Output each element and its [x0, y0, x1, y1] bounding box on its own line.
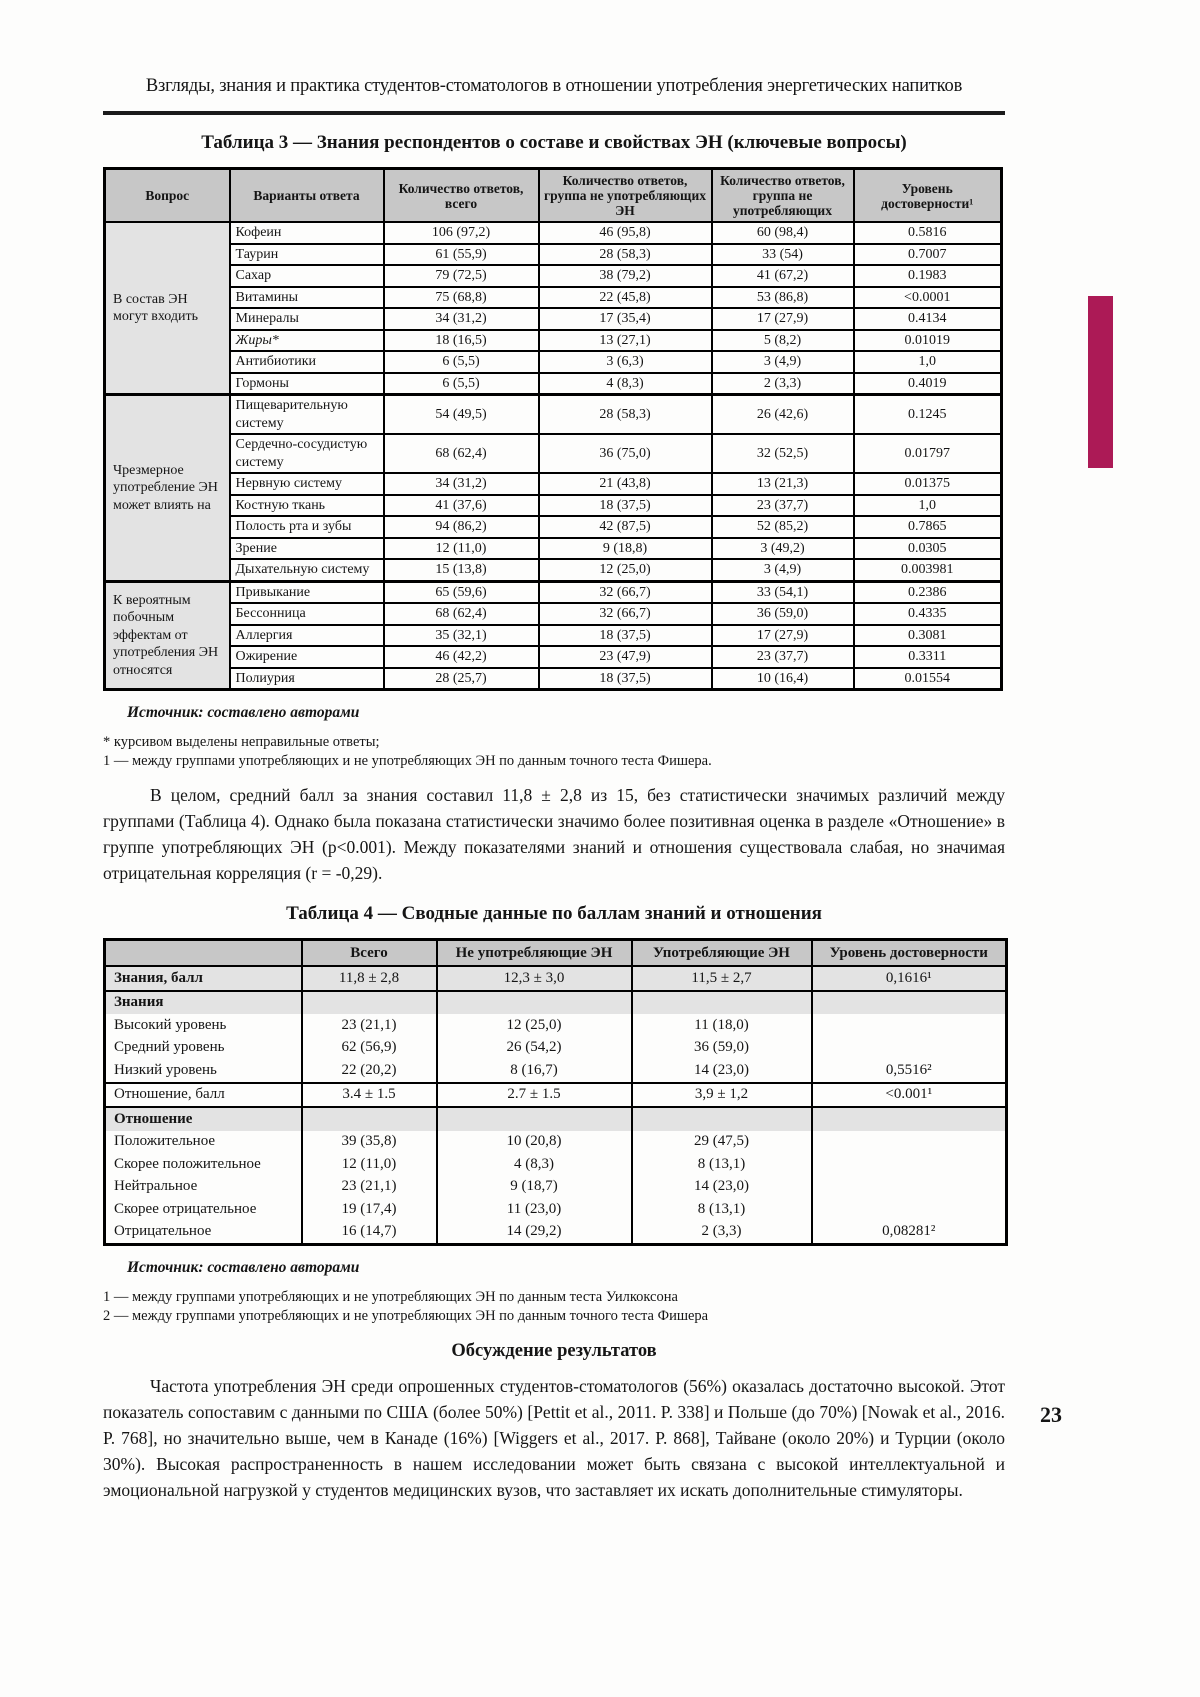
table3-total-cell: 75 (68,8): [384, 287, 539, 309]
table3-answer-cell: Нервную систему: [230, 473, 384, 495]
table4-label-cell: Скорее положительное: [105, 1153, 302, 1176]
table3-answer-cell: Ожирение: [230, 646, 384, 668]
table4-header-nonusers: Не употребляющие ЭН: [437, 940, 632, 967]
table3-nonusers-cell: 42 (87,5): [539, 516, 712, 538]
table3-row: [105, 308, 1002, 330]
table4-value-cell: [437, 1107, 632, 1131]
table4-label-cell: Средний уровень: [105, 1037, 302, 1060]
table3-answer-cell: Антибиотики: [230, 351, 384, 373]
table3-header-row: [105, 169, 1002, 223]
table3-users-cell: 17 (27,9): [712, 308, 854, 330]
table4-value-cell: 36 (59,0): [632, 1037, 812, 1060]
table3-nonusers-cell: 12 (25,0): [539, 559, 712, 581]
table4-value-cell: [812, 1014, 1007, 1037]
table3-answer-cell: Зрение: [230, 538, 384, 560]
table4-label-cell: Низкий уровень: [105, 1059, 302, 1083]
table3-nonusers-cell: 18 (37,5): [539, 495, 712, 517]
table3-pvalue-cell: 0.4335: [854, 603, 1002, 625]
table3-question-cell: Чрезмерное употребление ЭН может влиять на: [105, 395, 230, 582]
table4-value-cell: [812, 1153, 1007, 1176]
table3-total-cell: 12 (11,0): [384, 538, 539, 560]
table4-value-cell: 9 (18,7): [437, 1176, 632, 1199]
table4-value-cell: 39 (35,8): [302, 1131, 437, 1154]
table4-title: Таблица 4 — Сводные данные по баллам знаний и отношения: [286, 903, 822, 924]
table3-users-cell: 33 (54): [712, 244, 854, 266]
table4-row: [105, 1153, 1007, 1176]
table4-value-cell: [632, 991, 812, 1015]
table3-pvalue-cell: 1,0: [854, 351, 1002, 373]
table3-pvalue-cell: 0.01797: [854, 434, 1002, 473]
table3-total-cell: 28 (25,7): [384, 668, 539, 690]
footnote: 1 — между группами употребляющих и не употребляющих ЭН по данным точного теста Фишера.: [103, 753, 712, 769]
page-content: [103, 0, 1005, 1503]
table3-pvalue-cell: <0.0001: [854, 287, 1002, 309]
table4-value-cell: 0,1616¹: [812, 966, 1007, 991]
table4-value-cell: 14 (29,2): [437, 1221, 632, 1245]
table4-value-cell: 8 (13,1): [632, 1153, 812, 1176]
table3-total-cell: 94 (86,2): [384, 516, 539, 538]
table3-users-cell: 26 (42,6): [712, 395, 854, 435]
table3-users-cell: 41 (67,2): [712, 265, 854, 287]
table3-pvalue-cell: 0.01554: [854, 668, 1002, 690]
table3-total-cell: 46 (42,2): [384, 646, 539, 668]
table3-row: [105, 330, 1002, 352]
table3-row: [105, 625, 1002, 647]
table3-row: [105, 434, 1002, 473]
table4-label-cell: Знания: [105, 991, 302, 1015]
table3-users-cell: 32 (52,5): [712, 434, 854, 473]
table4-value-cell: [812, 1107, 1007, 1131]
table4-label-cell: Высокий уровень: [105, 1014, 302, 1037]
table3-header-nonusers: Количество ответов, группа не употребляющих ЭН: [539, 169, 712, 223]
table4-header-pvalue: Уровень достоверности: [812, 940, 1007, 967]
source-note: Источник: составлено авторами: [127, 704, 360, 721]
table3-pvalue-cell: 0.4134: [854, 308, 1002, 330]
table4-section-row: [105, 991, 1007, 1015]
table3-header-total: Количество ответов, всего: [384, 169, 539, 223]
table3-answer-cell: Бессонница: [230, 603, 384, 625]
table3-pvalue-cell: 0.1245: [854, 395, 1002, 435]
table4-value-cell: 10 (20,8): [437, 1131, 632, 1154]
table3-row: [105, 559, 1002, 581]
table4-section-row: [105, 1107, 1007, 1131]
table3-users-cell: 2 (3,3): [712, 373, 854, 395]
page-number: 23: [1040, 1402, 1062, 1427]
table3-header-question: Вопрос: [105, 169, 230, 223]
table3-nonusers-cell: 4 (8,3): [539, 373, 712, 395]
table3-total-cell: 79 (72,5): [384, 265, 539, 287]
table3-nonusers-cell: 3 (6,3): [539, 351, 712, 373]
table4-row: [105, 1059, 1007, 1083]
table3: [103, 167, 1003, 691]
footnote: * курсивом выделены неправильные ответы;: [103, 734, 380, 750]
table3-nonusers-cell: 21 (43,8): [539, 473, 712, 495]
table3-nonusers-cell: 18 (37,5): [539, 625, 712, 647]
table3-total-cell: 61 (55,9): [384, 244, 539, 266]
table3-row: [105, 581, 1002, 603]
table3-answer-cell: Кофеин: [230, 222, 384, 244]
table4-value-cell: 62 (56,9): [302, 1037, 437, 1060]
table3-users-cell: 53 (86,8): [712, 287, 854, 309]
body-paragraph: В целом, средний балл за знания составил 11,8 ± 2,8 из 15, без статистически значимых различий между группами (Таблица 4). Однако была показана статистически значимо более позитивная оценка в разделе «Отношение» в группе употребляющих ЭН (p<0.001). Между показателями знаний и отношения существовала слабая, но значимая отрицательная корреляция (r = -0,29).: [103, 785, 1005, 883]
table3-nonusers-cell: 23 (47,9): [539, 646, 712, 668]
table4-value-cell: 26 (54,2): [437, 1037, 632, 1060]
table3-total-cell: 54 (49,5): [384, 395, 539, 435]
discussion-heading: Обсуждение результатов: [451, 1341, 657, 1361]
table4-value-cell: [812, 1037, 1007, 1060]
table3-total-cell: 34 (31,2): [384, 308, 539, 330]
table3-pvalue-cell: 0.7007: [854, 244, 1002, 266]
table4-value-cell: 12 (25,0): [437, 1014, 632, 1037]
table4-value-cell: [812, 991, 1007, 1015]
table3-answer-cell: Таурин: [230, 244, 384, 266]
table4-value-cell: 14 (23,0): [632, 1176, 812, 1199]
table3-nonusers-cell: 36 (75,0): [539, 434, 712, 473]
table3-answer-cell: Костную ткань: [230, 495, 384, 517]
table3-title: Таблица 3 — Знания респондентов о составе и свойствах ЭН (ключевые вопросы): [201, 132, 907, 153]
table3-pvalue-cell: 0.01019: [854, 330, 1002, 352]
table4-value-cell: 11,8 ± 2,8: [302, 966, 437, 991]
table3-nonusers-cell: 28 (58,3): [539, 244, 712, 266]
table4-row: [105, 1221, 1007, 1245]
table3-pvalue-cell: 0.01375: [854, 473, 1002, 495]
table3-pvalue-cell: 0.003981: [854, 559, 1002, 581]
table3-answer-cell: Привыкание: [230, 581, 384, 603]
table4-value-cell: 12,3 ± 3,0: [437, 966, 632, 991]
table3-row: [105, 395, 1002, 435]
table3-row: [105, 516, 1002, 538]
table3-users-cell: 33 (54,1): [712, 581, 854, 603]
table4-header-row: [105, 940, 1007, 967]
footnote: 2 — между группами употребляющих и не употребляющих ЭН по данным точного теста Фишера: [103, 1308, 709, 1324]
table3-row: [105, 351, 1002, 373]
table3-answer-cell: Дыхательную систему: [230, 559, 384, 581]
table4-value-cell: 0,5516²: [812, 1059, 1007, 1083]
footnote: 1 — между группами употребляющих и не употребляющих ЭН по данным теста Уилкоксона: [103, 1289, 678, 1305]
table4: [103, 938, 1008, 1246]
table3-answer-cell: Полость рта и зубы: [230, 516, 384, 538]
table3-answer-cell: Пищеварительную систему: [230, 395, 384, 435]
table4-row: [105, 966, 1007, 991]
table3-row: [105, 473, 1002, 495]
table3-header-answer: Варианты ответа: [230, 169, 384, 223]
table3-answer-cell: Витамины: [230, 287, 384, 309]
table3-row: [105, 538, 1002, 560]
table4-value-cell: [632, 1107, 812, 1131]
table3-nonusers-cell: 18 (37,5): [539, 668, 712, 690]
table3-row: [105, 646, 1002, 668]
table3-users-cell: 23 (37,7): [712, 495, 854, 517]
table3-users-cell: 3 (4,9): [712, 351, 854, 373]
table3-nonusers-cell: 13 (27,1): [539, 330, 712, 352]
table4-label-cell: Знания, балл: [105, 966, 302, 991]
table3-total-cell: 6 (5,5): [384, 373, 539, 395]
table4-value-cell: 8 (16,7): [437, 1059, 632, 1083]
table3-total-cell: 35 (32,1): [384, 625, 539, 647]
table3-nonusers-cell: 9 (18,8): [539, 538, 712, 560]
table3-users-cell: 52 (85,2): [712, 516, 854, 538]
table4-row: [105, 1083, 1007, 1108]
table3-answer-cell: Полиурия: [230, 668, 384, 690]
table4-value-cell: [302, 991, 437, 1015]
table3-users-cell: 60 (98,4): [712, 222, 854, 244]
table4-value-cell: 14 (23,0): [632, 1059, 812, 1083]
table3-users-cell: 23 (37,7): [712, 646, 854, 668]
table4-value-cell: 16 (14,7): [302, 1221, 437, 1245]
table4-value-cell: 23 (21,1): [302, 1176, 437, 1199]
table4-row: [105, 1176, 1007, 1199]
table3-pvalue-cell: 0.2386: [854, 581, 1002, 603]
table4-row: [105, 1198, 1007, 1221]
discussion-paragraph: Частота употребления ЭН среди опрошенных студентов-стоматологов (56%) оказалась достаточно высокой. Этот показатель сопоставим с данными по США (более 50%) [Pettit et al., 2011. P. 338] и Польше (до 70%) [Nowak et al., 2016. P. 768], но значительно выше, чем в Канаде (16%) [Wiggers et al., 2017. P. 868], Тайване (около 20%) и Турции (около 30%). Высокая распространенность в нашем исследовании может быть связана с высокой интеллектуальной и эмоциональной нагрузкой у студентов медицинских вузов, что заставляет их искать дополнительные стимуляторы.: [103, 1376, 1005, 1500]
table4-value-cell: [437, 991, 632, 1015]
table4-value-cell: 11 (18,0): [632, 1014, 812, 1037]
table3-nonusers-cell: 28 (58,3): [539, 395, 712, 435]
table3-total-cell: 18 (16,5): [384, 330, 539, 352]
table3-row: [105, 603, 1002, 625]
table3-pvalue-cell: 0.0305: [854, 538, 1002, 560]
table4-row: [105, 1037, 1007, 1060]
table3-answer-cell: Сахар: [230, 265, 384, 287]
table3-question-cell: В состав ЭН могут входить: [105, 222, 230, 395]
table3-users-cell: 3 (49,2): [712, 538, 854, 560]
table3-users-cell: 36 (59,0): [712, 603, 854, 625]
table3-footnotes: [103, 733, 1005, 771]
header-rule: [103, 111, 1005, 115]
table3-header-pvalue: Уровень достоверности¹: [854, 169, 1002, 223]
table4-value-cell: 23 (21,1): [302, 1014, 437, 1037]
table3-header-users: Количество ответов, группа не употребляющих: [712, 169, 854, 223]
table4-footnotes: [103, 1288, 1005, 1326]
table4-label-cell: Отрицательное: [105, 1221, 302, 1245]
table4-value-cell: 2 (3,3): [632, 1221, 812, 1245]
table4-label-cell: Скорее отрицательное: [105, 1198, 302, 1221]
table3-total-cell: 65 (59,6): [384, 581, 539, 603]
table4-value-cell: <0.001¹: [812, 1083, 1007, 1108]
table3-row: [105, 495, 1002, 517]
running-head: Взгляды, знания и практика студентов-стоматологов в отношении употребления энергетических напитков: [145, 76, 963, 96]
table4-value-cell: [812, 1131, 1007, 1154]
table4-value-cell: [812, 1198, 1007, 1221]
table3-pvalue-cell: 0.5816: [854, 222, 1002, 244]
table3-answer-cell: Жиры*: [230, 330, 384, 352]
table4-value-cell: 12 (11,0): [302, 1153, 437, 1176]
table3-nonusers-cell: 32 (66,7): [539, 581, 712, 603]
table3-answer-cell: Аллергия: [230, 625, 384, 647]
table4-row: [105, 1014, 1007, 1037]
table3-users-cell: 3 (4,9): [712, 559, 854, 581]
table3-nonusers-cell: 17 (35,4): [539, 308, 712, 330]
table3-pvalue-cell: 0.3081: [854, 625, 1002, 647]
table4-label-cell: Отношение, балл: [105, 1083, 302, 1108]
table4-header-total: Всего: [302, 940, 437, 967]
table3-nonusers-cell: 38 (79,2): [539, 265, 712, 287]
table3-total-cell: 41 (37,6): [384, 495, 539, 517]
table3-row: [105, 265, 1002, 287]
table3-pvalue-cell: 0.7865: [854, 516, 1002, 538]
table4-value-cell: [302, 1107, 437, 1131]
table3-users-cell: 13 (21,3): [712, 473, 854, 495]
table4-label-cell: Отношение: [105, 1107, 302, 1131]
table4-value-cell: 3,9 ± 1,2: [632, 1083, 812, 1108]
table4-value-cell: 19 (17,4): [302, 1198, 437, 1221]
source-note: Источник: составлено авторами: [127, 1259, 360, 1276]
table4-label-cell: Положительное: [105, 1131, 302, 1154]
table3-row: [105, 287, 1002, 309]
table3-pvalue-cell: 0.3311: [854, 646, 1002, 668]
table3-total-cell: 68 (62,4): [384, 603, 539, 625]
table4-value-cell: 29 (47,5): [632, 1131, 812, 1154]
table3-row: [105, 244, 1002, 266]
table3-nonusers-cell: 32 (66,7): [539, 603, 712, 625]
table3-pvalue-cell: 0.1983: [854, 265, 1002, 287]
table3-total-cell: 34 (31,2): [384, 473, 539, 495]
table4-row: [105, 1131, 1007, 1154]
table4-value-cell: 11,5 ± 2,7: [632, 966, 812, 991]
table4-header-empty: [105, 940, 302, 967]
table3-row: [105, 222, 1002, 244]
table3-pvalue-cell: 0.4019: [854, 373, 1002, 395]
table3-total-cell: 15 (13,8): [384, 559, 539, 581]
table3-total-cell: 68 (62,4): [384, 434, 539, 473]
table3-row: [105, 668, 1002, 690]
table3-total-cell: 106 (97,2): [384, 222, 539, 244]
table4-label-cell: Нейтральное: [105, 1176, 302, 1199]
table3-row: [105, 373, 1002, 395]
table4-header-users: Употребляющие ЭН: [632, 940, 812, 967]
table4-value-cell: 3.4 ± 1.5: [302, 1083, 437, 1108]
table4-value-cell: 8 (13,1): [632, 1198, 812, 1221]
table3-users-cell: 5 (8,2): [712, 330, 854, 352]
table3-nonusers-cell: 22 (45,8): [539, 287, 712, 309]
table3-users-cell: 10 (16,4): [712, 668, 854, 690]
edge-marker: [1088, 296, 1113, 468]
table3-answer-cell: Гормоны: [230, 373, 384, 395]
table3-question-cell: К вероятным побочным эффектам от употребления ЭН относятся: [105, 581, 230, 690]
table4-value-cell: 0,08281²: [812, 1221, 1007, 1245]
table3-total-cell: 6 (5,5): [384, 351, 539, 373]
table3-users-cell: 17 (27,9): [712, 625, 854, 647]
table3-answer-cell: Минералы: [230, 308, 384, 330]
table4-value-cell: [812, 1176, 1007, 1199]
table4-value-cell: 4 (8,3): [437, 1153, 632, 1176]
table3-pvalue-cell: 1,0: [854, 495, 1002, 517]
table4-value-cell: 11 (23,0): [437, 1198, 632, 1221]
table4-value-cell: 22 (20,2): [302, 1059, 437, 1083]
table4-value-cell: 2.7 ± 1.5: [437, 1083, 632, 1108]
table3-nonusers-cell: 46 (95,8): [539, 222, 712, 244]
table3-answer-cell: Сердечно-сосудистую систему: [230, 434, 384, 473]
